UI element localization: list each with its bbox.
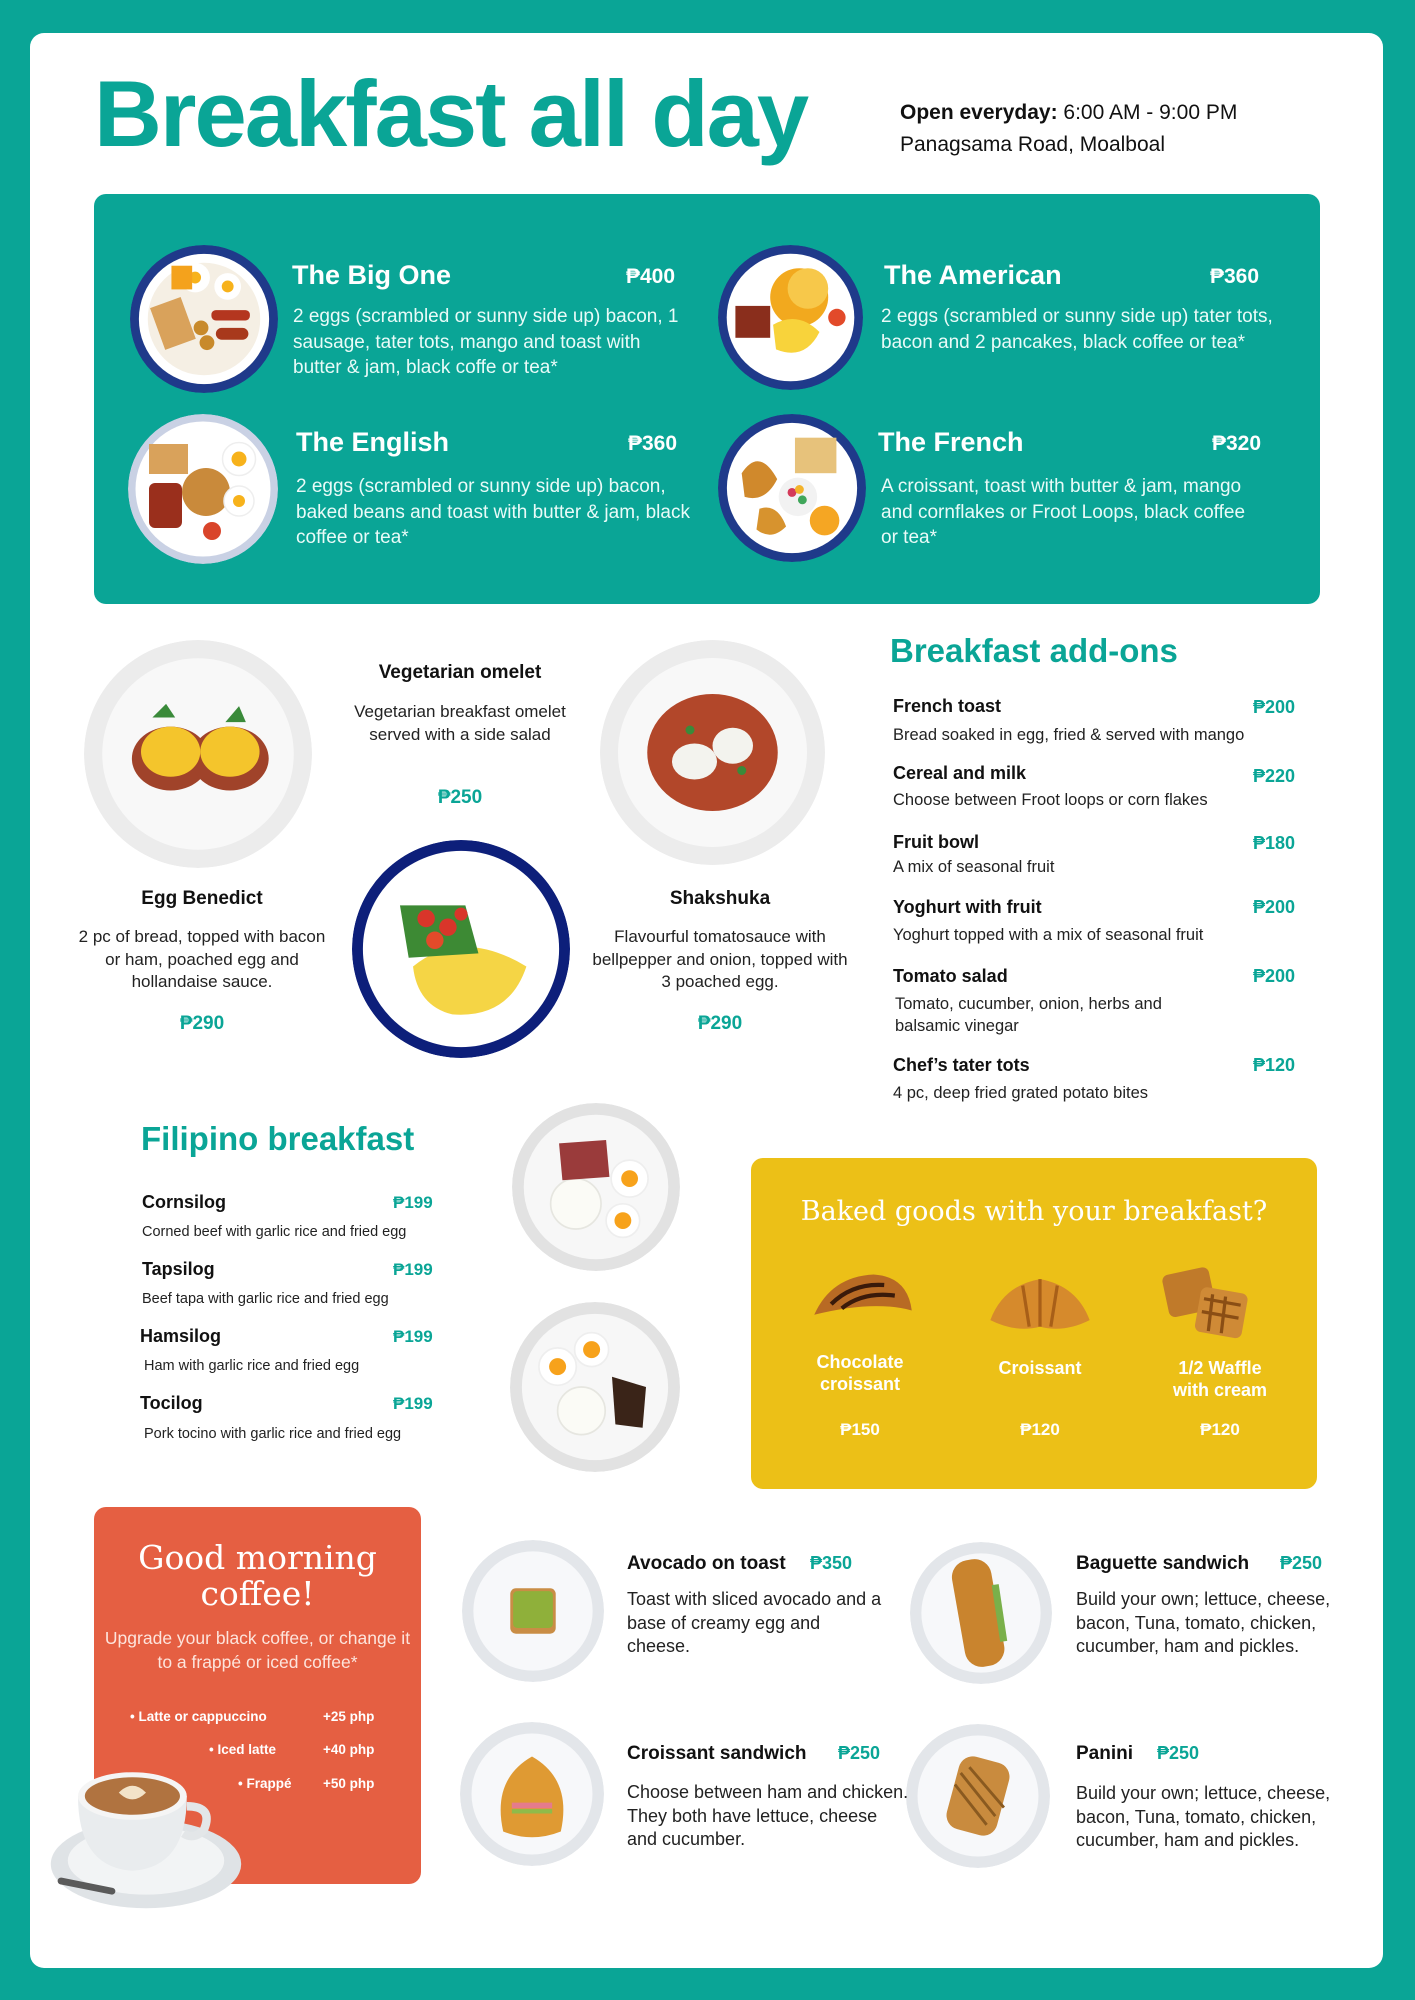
dish-desc: 2 pc of bread, topped with bacon or ham, poached egg and hollandaise sauce. — [78, 927, 326, 991]
filipino-item-name: Tapsilog — [142, 1259, 215, 1279]
dish-name: Egg Benedict — [141, 888, 263, 909]
french-plate-image — [718, 414, 866, 562]
sandwich-name: Baguette sandwich — [1076, 1553, 1250, 1574]
combo-desc: A croissant, toast with butter & jam, mango and cornflakes or Froot Loops, black coffee or tea* — [881, 476, 1246, 548]
coffee-option-price: +25 php — [323, 1709, 375, 1724]
filipino-item-price: ₱199 — [393, 1327, 433, 1346]
sandwich-name: Croissant sandwich — [627, 1743, 807, 1764]
filipino-item-desc: Corned beef with garlic rice and fried egg — [142, 1224, 407, 1240]
filipino-item-desc: Ham with garlic rice and fried egg — [144, 1358, 360, 1374]
baked-item-price: ₱120 — [1200, 1420, 1240, 1439]
combo-name: The English — [296, 427, 450, 457]
sandwich-desc: Build your own; lettuce, cheese, bacon, Tuna, tomato, chicken, cucumber, ham and pickles. — [1076, 1783, 1331, 1850]
filipino-item-desc: Pork tocino with garlic rice and fried egg — [144, 1426, 402, 1442]
dish-desc: Vegetarian breakfast omelet served with a side salad — [354, 702, 566, 744]
coffee-option: • Frappé — [238, 1776, 292, 1791]
combo-price: ₱320 — [1212, 432, 1262, 455]
dish-desc: Flavourful tomatosauce with bellpepper and onion, topped with 3 poached egg. — [592, 927, 848, 991]
coffee-option-price: +40 php — [323, 1742, 375, 1757]
hours-label: Open everyday: — [900, 101, 1058, 124]
sandwich-price: ₱250 — [1280, 1553, 1323, 1573]
coffee-heading: Good morning coffee! — [138, 1538, 377, 1613]
baked-item-price: ₱150 — [840, 1420, 880, 1439]
shakshuka-image — [600, 640, 825, 865]
coffee-option: • Iced latte — [209, 1742, 277, 1757]
filipino-item-desc: Beef tapa with garlic rice and fried egg — [142, 1291, 389, 1307]
addon-price: ₱180 — [1252, 833, 1295, 853]
sandwich-desc: Build your own; lettuce, cheese, bacon, Tuna, tomato, chicken, cucumber, ham and pickles. — [1076, 1589, 1331, 1656]
croissant-sandwich-image — [460, 1722, 604, 1866]
dish-price: ₱250 — [437, 787, 483, 808]
combo-name: The Big One — [292, 260, 452, 290]
sandwich-name: Avocado on toast — [627, 1553, 786, 1574]
combo-price: ₱360 — [1210, 265, 1260, 288]
american-plate-image — [718, 245, 863, 390]
filipino-item-name: Tocilog — [140, 1393, 203, 1413]
combo-desc: 2 eggs (scrambled or sunny side up) bacon, baked beans and toast with butter & jam, black coffee or tea* — [296, 476, 690, 548]
dish-name: Shakshuka — [669, 888, 771, 909]
baked-item-name: Chocolate croissant — [816, 1352, 904, 1394]
coffee-option: • Latte or cappuccino — [130, 1709, 267, 1724]
addon-price: ₱200 — [1252, 697, 1295, 717]
page-title: Breakfast all day — [94, 61, 808, 166]
sandwich-desc: Choose between ham and chicken. They both have lettuce, cheese and cucumber. — [627, 1782, 909, 1849]
baked-item-name: Croissant — [998, 1358, 1082, 1378]
filipino-plate-image — [510, 1302, 680, 1472]
combo-desc: 2 eggs (scrambled or sunny side up) bacon, 1 sausage, tater tots, mango and toast with butter & jam, black coffe or tea* — [293, 306, 679, 378]
sandwich-price: ₱250 — [1157, 1743, 1200, 1763]
addon-desc: Yoghurt topped with a mix of seasonal fruit — [893, 926, 1204, 944]
coffee-cup-image — [44, 1745, 248, 1915]
addon-desc: Choose between Froot loops or corn flakes — [893, 791, 1208, 809]
filipino-plate-image — [512, 1103, 680, 1271]
coffee-option-price: +50 php — [323, 1776, 375, 1791]
addon-name: French toast — [893, 696, 1002, 716]
vegetarian-omelet-image — [352, 840, 570, 1058]
sandwich-name: Panini — [1076, 1743, 1134, 1764]
baguette-sandwich-image — [910, 1542, 1052, 1684]
combo-name: The American — [884, 260, 1062, 290]
addon-desc: Bread soaked in egg, fried & served with mango — [893, 726, 1245, 744]
sandwich-price: ₱350 — [810, 1553, 853, 1573]
opening-info — [900, 97, 1237, 161]
baked-goods-heading: Baked goods with your breakfast? — [800, 1196, 1268, 1227]
baked-item-name: 1/2 Waffle with cream — [1172, 1358, 1268, 1400]
coffee-subtitle: Upgrade your black coffee, or change it to a frappé or iced coffee* — [104, 1628, 411, 1672]
panini-image — [906, 1724, 1050, 1868]
chocolate-croissant-image — [810, 1268, 916, 1336]
filipino-item-price: ₱199 — [393, 1394, 433, 1413]
addons-heading: Breakfast add-ons — [890, 632, 1178, 669]
big-one-plate-image — [130, 245, 278, 393]
combo-price: ₱400 — [626, 265, 676, 288]
hours-value: 6:00 AM - 9:00 PM — [1063, 101, 1238, 124]
combo-price: ₱360 — [628, 432, 678, 455]
waffle-image — [1150, 1262, 1258, 1344]
egg-benedict-image — [84, 640, 312, 868]
address: Panagsama Road, Moalboal — [900, 133, 1166, 156]
english-plate-image — [128, 414, 278, 564]
dish-name: Vegetarian omelet — [378, 662, 542, 683]
addon-price: ₱120 — [1252, 1055, 1295, 1075]
addon-price: ₱220 — [1252, 766, 1295, 786]
addon-name: Chef’s tater tots — [893, 1055, 1030, 1075]
dish-price: ₱290 — [179, 1013, 225, 1034]
sandwich-desc: Toast with sliced avocado and a base of creamy egg and cheese. — [627, 1589, 882, 1656]
filipino-item-name: Hamsilog — [140, 1326, 222, 1346]
croissant-image — [986, 1266, 1094, 1344]
combo-name: The French — [878, 427, 1024, 457]
filipino-item-price: ₱199 — [393, 1260, 433, 1279]
addon-name: Cereal and milk — [893, 763, 1027, 783]
addon-desc: 4 pc, deep fried grated potato bites — [893, 1084, 1149, 1102]
addon-name: Yoghurt with fruit — [893, 897, 1042, 917]
filipino-item-price: ₱199 — [393, 1193, 433, 1212]
addon-name: Fruit bowl — [893, 832, 979, 852]
combo-desc: 2 eggs (scrambled or sunny side up) tater tots, bacon and 2 pancakes, black coffee or tea* — [881, 306, 1273, 353]
addon-price: ₱200 — [1252, 897, 1295, 917]
dish-price: ₱290 — [697, 1013, 743, 1034]
filipino-heading: Filipino breakfast — [141, 1120, 415, 1157]
avocado-toast-image — [462, 1540, 604, 1682]
addon-name: Tomato salad — [893, 966, 1008, 986]
addon-price: ₱200 — [1252, 966, 1295, 986]
baked-item-price: ₱120 — [1020, 1420, 1060, 1439]
addon-desc: A mix of seasonal fruit — [893, 858, 1055, 876]
addon-desc: Tomato, cucumber, onion, herbs and balsamic vinegar — [895, 995, 1162, 1035]
filipino-item-name: Cornsilog — [142, 1192, 226, 1212]
sandwich-price: ₱250 — [838, 1743, 881, 1763]
